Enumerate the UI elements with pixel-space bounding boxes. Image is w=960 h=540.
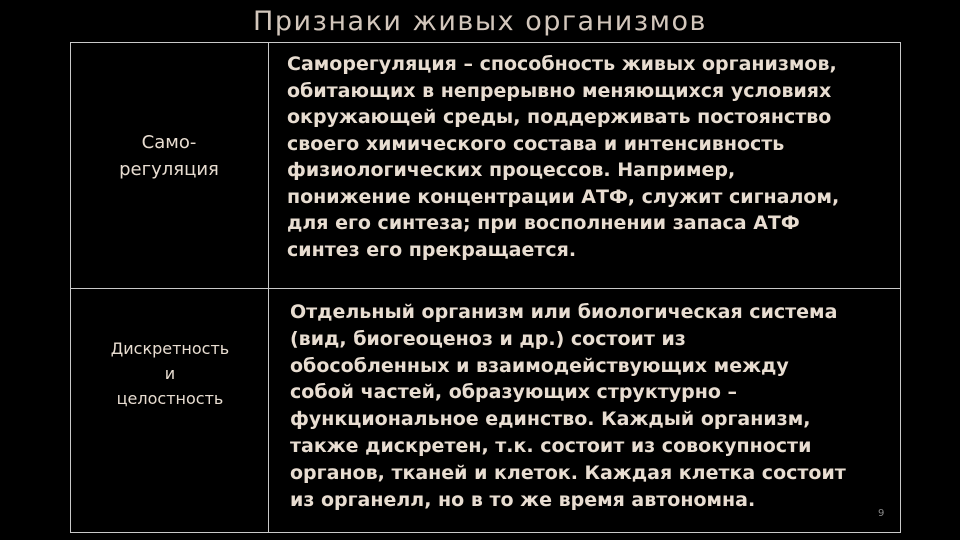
row-1-description-line: физиологических процессов. Например, [287, 159, 736, 181]
row-1-description [287, 51, 839, 263]
slide-title: Признаки живых организмов [253, 6, 707, 37]
row-1-label-line: Само- [141, 132, 197, 153]
row-2-description-line: (вид, биогеоценоз и др.) состоит из [290, 327, 686, 350]
row-2-label-line: целостность [116, 389, 224, 408]
row-1-description-line: для его синтеза; при восполнении запаса АТФ [287, 212, 800, 234]
row-1-label-line: регуляция [119, 159, 219, 180]
row-2-description-line: из органелл, но в то же время автономна. [290, 488, 756, 511]
page-number: 9 [878, 508, 885, 519]
row-2-description-line: функциональное единство. Каждый организм, [290, 408, 811, 431]
row-2-label [79, 336, 261, 411]
row-1-description-line: своего химического состава и интенсивность [287, 132, 785, 155]
row-1-label [81, 129, 257, 183]
row-2-description-line: также дискретен, т.к. состоит из совокупности [290, 434, 812, 457]
column-divider [268, 43, 269, 532]
row-2-description-line: Отдельный организм или биологическая система [290, 301, 838, 323]
row-1-description-line: Саморегуляция – способность живых организмов, [287, 53, 837, 75]
row-1-description-line: окружающей среды, поддерживать постоянство [287, 106, 832, 128]
row-2-description-line: обособленных и взаимодействующих между [290, 354, 789, 377]
row-2-label-line: Дискретность [110, 339, 230, 358]
row-1-description-line: синтез его прекращается. [287, 238, 577, 261]
features-table [70, 42, 901, 533]
row-1-description-line: обитающих в непрерывно меняющихся условиях [287, 79, 832, 102]
row-2-description-line: собой частей, образующих структурно – [290, 381, 738, 404]
row-2-label-line: и [164, 364, 176, 383]
row-2-description-line: органов, тканей и клеток. Каждая клетка состоит [290, 461, 846, 484]
row-1-description-line: понижение концентрации АТФ, служит сигналом, [287, 185, 840, 208]
row-divider [71, 288, 900, 289]
row-2-description [290, 299, 846, 513]
